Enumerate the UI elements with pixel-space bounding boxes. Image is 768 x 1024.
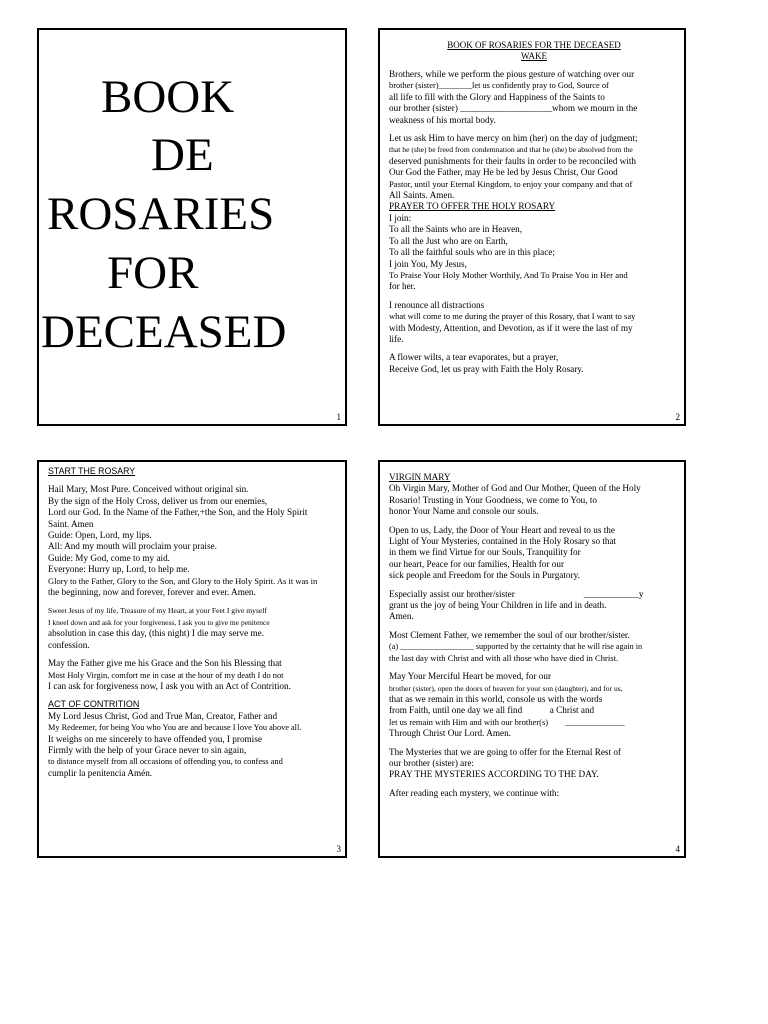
- text-line: from Faith, until one day we all find a Christ and: [389, 705, 595, 716]
- text-line: brother (sister)________let us confidently pray to God, Source of: [389, 81, 609, 91]
- text-line: Lord our God. In the Name of the Father,+the Son, and the Holy Spirit: [48, 507, 308, 518]
- text-line: for her.: [389, 281, 416, 292]
- text-line: My Redeemer, for being You who You are and because I love You above all.: [48, 723, 302, 733]
- text-line: with Modesty, Attention, and Devotion, as if it were the last of my: [389, 322, 633, 333]
- text-line: (a) __________________ supported by the certainty that he will rise again in: [389, 642, 643, 652]
- text-line: Guide: Open, Lord, my lips.: [48, 530, 152, 541]
- text-line: I renounce all distractions: [389, 299, 485, 310]
- text-line: I join You, My Jesus,: [389, 258, 467, 269]
- page-3-text: [48, 466, 340, 779]
- text-line: My Lord Jesus Christ, God and True Man, Creator, Father and: [48, 710, 278, 721]
- text-line: in them we find Virtue for our Souls, Tranquility for: [389, 547, 581, 558]
- page-number: 3: [336, 844, 341, 854]
- text-line: PRAY THE MYSTERIES ACCORDING TO THE DAY.: [389, 769, 599, 780]
- text-line: The Mysteries that we are going to offer for the Eternal Rest of: [389, 746, 621, 757]
- section-heading-contrition: ACT OF CONTRITION: [48, 699, 140, 710]
- page-2-text: [389, 40, 679, 375]
- text-line: By the sign of the Holy Cross, deliver us from our enemies,: [48, 495, 268, 506]
- text-line: All Saints. Amen.: [389, 190, 455, 201]
- page-1: [37, 28, 347, 426]
- text-line: Guide: My God, come to my aid.: [48, 552, 170, 563]
- page-4: [378, 460, 686, 858]
- section-heading-prayer: PRAYER TO OFFER THE HOLY ROSARY: [389, 201, 556, 212]
- title-line-for: FOR: [107, 247, 199, 299]
- text-line: Firmly with the help of your Grace never to sin again,: [48, 744, 247, 755]
- title-line-de: DE: [151, 129, 214, 181]
- text-line: Brothers, while we perform the pious gesture of watching over our: [389, 69, 635, 79]
- text-line: To all the Just who are on Earth,: [389, 235, 508, 246]
- heading-line-1: BOOK OF ROSARIES FOR THE DECEASED: [447, 40, 621, 50]
- text-line: Everyone: Hurry up, Lord, to help me.: [48, 564, 190, 575]
- text-line: our brother (sister) are:: [389, 757, 474, 768]
- text-line: I can ask for forgiveness now, I ask you with an Act of Contrition.: [48, 680, 291, 691]
- text-line: Most Holy Virgin, comfort me in case at the hour of my death I do not: [48, 670, 284, 680]
- text-line: Hail Mary, Most Pure. Conceived without original sin.: [48, 484, 249, 495]
- text-line: Sweet Jesus of my life, Treasure of my Heart, at your Feet I give myself: [48, 606, 267, 616]
- text-line: our heart, Peace for our families, Health for our: [389, 558, 565, 569]
- text-line: all life to fill with the Glory and Happiness of the Saints to: [389, 91, 605, 102]
- text-line: I join:: [389, 212, 412, 223]
- text-line: that as we remain in this world, console us with the words: [389, 693, 603, 704]
- page-number: 4: [675, 844, 680, 854]
- page-number: 1: [336, 412, 341, 422]
- text-line: After reading each mystery, we continue with:: [389, 787, 560, 798]
- text-line: Rosario! Trusting in Your Goodness, we come to You, to: [389, 494, 598, 505]
- text-line: the last day with Christ and with all those who have died in Christ.: [389, 652, 619, 663]
- heading-line-2: WAKE: [521, 51, 547, 61]
- text-line: brother (sister), open the doors of heaven for your son (daughter), and for us,: [389, 683, 623, 693]
- text-line: the beginning, now and forever, forever and ever. Amen.: [48, 587, 256, 598]
- page-4-text: [389, 472, 679, 799]
- text-line: May Your Merciful Heart be moved, for our: [389, 671, 552, 682]
- text-line: To Praise Your Holy Mother Worthily, And To Praise You in Her and: [389, 269, 628, 280]
- text-line: our brother (sister) ____________________whom we mourn in the: [389, 103, 638, 114]
- title-line-deceased: DECEASED: [41, 306, 287, 358]
- text-line: Open to us, Lady, the Door of Your Heart and reveal to us the: [389, 524, 615, 535]
- text-line: that he (she) be freed from condemnation and that he (she) be absolved from the: [389, 145, 633, 155]
- text-line: deserved punishments for their faults in order to be reconciled with: [389, 155, 636, 166]
- text-line: Especially assist our brother/sister ____________y: [389, 588, 644, 599]
- section-heading-virgin-mary: VIRGIN MARY: [389, 472, 451, 482]
- text-line: Through Christ Our Lord. Amen.: [389, 728, 511, 739]
- section-heading-start: START THE ROSARY: [48, 466, 136, 476]
- page-3: [37, 460, 347, 858]
- title-line-rosaries: ROSARIES: [47, 188, 275, 240]
- text-line: life.: [389, 333, 404, 344]
- text-line: confession.: [48, 639, 90, 650]
- text-line: sick people and Freedom for the Souls in Purgatory.: [389, 570, 580, 581]
- text-line: To all the faithful souls who are in this place;: [389, 247, 555, 258]
- text-line: A flower wilts, a tear evaporates, but a prayer,: [389, 352, 559, 363]
- page-2: [378, 28, 686, 426]
- text-line: May the Father give me his Grace and the Son his Blessing that: [48, 658, 282, 669]
- text-line: To all the Saints who are in Heaven,: [389, 224, 523, 235]
- text-line: Saint. Amen: [48, 518, 94, 529]
- text-line: Let us ask Him to have mercy on him (her) on the day of judgment;: [389, 133, 638, 144]
- text-line: let us remain with Him and with our brother(s) ______________: [389, 716, 625, 727]
- text-line: Amen.: [389, 611, 414, 622]
- text-line: cumplir la penitencia Amén.: [48, 767, 153, 778]
- text-line: All: And my mouth will proclaim your praise.: [48, 541, 217, 552]
- text-line: Glory to the Father, Glory to the Son, and Glory to the Holy Spirit. As it was in: [48, 575, 318, 586]
- text-line: honor Your Name and console our souls.: [389, 506, 539, 517]
- text-line: Receive God, let us pray with Faith the Holy Rosary.: [389, 363, 584, 374]
- text-line: grant us the joy of being Your Children in life and in death.: [389, 600, 607, 611]
- text-line: Our God the Father, may He be led by Jesus Christ, Our Good: [389, 167, 618, 178]
- text-line: It weighs on me sincerely to have offended you, I promise: [48, 733, 262, 744]
- text-line: Most Clement Father, we remember the soul of our brother/sister.: [389, 629, 630, 640]
- text-line: Pastor, until your Eternal Kingdom, to enjoy your company and that of: [389, 178, 633, 189]
- text-line: to distance myself from all occasions of offending you, to confess and: [48, 757, 283, 767]
- text-line: what will come to me during the prayer of this Rosary, that I want to say: [389, 311, 636, 322]
- text-line: weakness of his mortal body.: [389, 114, 496, 125]
- text-line: Light of Your Mysteries, contained in the Holy Rosary so that: [389, 536, 617, 547]
- text-line: absolution in case this day, (this night) I die may serve me.: [48, 628, 265, 639]
- page-number: 2: [675, 412, 680, 422]
- text-line: Oh Virgin Mary, Mother of God and Our Mother, Queen of the Holy: [389, 483, 641, 494]
- title-line-book: BOOK: [101, 71, 235, 123]
- text-line: I kneel down and ask for your forgiveness, I ask you to give me penitence: [48, 617, 270, 627]
